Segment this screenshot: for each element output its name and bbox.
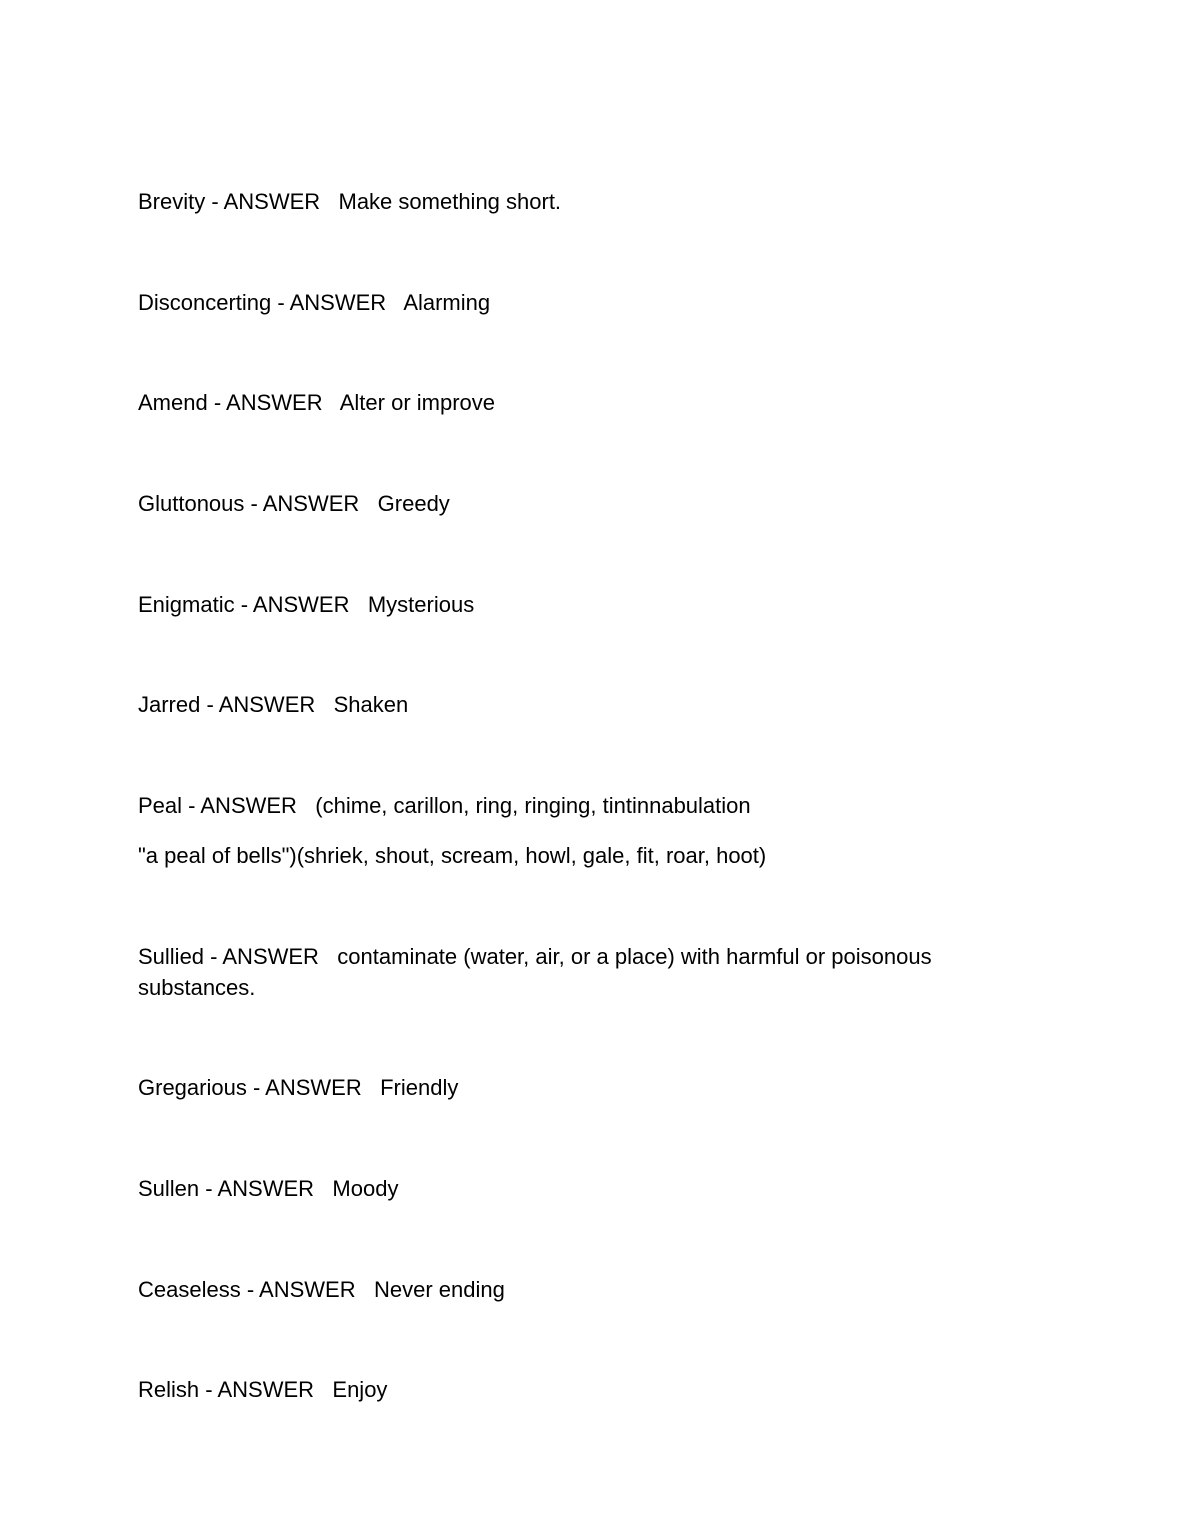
entry-amend: [138, 387, 1018, 418]
term: Ceaseless: [138, 1277, 241, 1302]
entry-gregarious: [138, 1072, 1018, 1103]
answer-marker: - ANSWER: [199, 1377, 333, 1402]
answer-marker: - ANSWER: [240, 1277, 374, 1302]
answer-marker: - ANSWER: [205, 189, 339, 214]
term: Amend: [138, 390, 208, 415]
term: Gregarious: [138, 1075, 247, 1100]
term: Sullen: [138, 1176, 200, 1201]
definition: Greedy: [377, 491, 450, 516]
definition: Shaken: [333, 692, 409, 717]
definition: Moody: [332, 1176, 399, 1201]
answer-marker: - ANSWER: [234, 592, 368, 617]
definition: Friendly: [380, 1075, 459, 1100]
entry-peal-continuation: "a peal of bells")(shriek, shout, scream, howl, gale, fit, roar, hoot): [138, 843, 767, 868]
term: Sullied: [138, 944, 205, 969]
definition: Alter or improve: [339, 390, 496, 415]
answer-marker: - ANSWER: [182, 793, 316, 818]
definition: Make something short.: [338, 189, 562, 214]
answer-marker: - ANSWER: [204, 944, 338, 969]
term: Disconcerting: [138, 290, 272, 315]
answer-marker: - ANSWER: [271, 290, 404, 315]
term: Peal: [138, 793, 183, 818]
definition: Mysterious: [367, 592, 475, 617]
entry-brevity: [138, 186, 1018, 217]
term: Enigmatic: [138, 592, 235, 617]
entry-relish: [138, 1374, 1018, 1405]
definition: contaminate (water, air, or a place) with harmful or poisonous substances.: [138, 944, 938, 1000]
definition: Alarming: [403, 290, 491, 315]
entry-disconcerting: [138, 287, 1018, 318]
entry-gluttonous: [138, 488, 1018, 519]
entry-sullen: [138, 1173, 1018, 1204]
entry-jarred: [138, 689, 1018, 720]
term: Relish: [138, 1377, 200, 1402]
answer-marker: - ANSWER: [246, 1075, 381, 1100]
answer-marker: - ANSWER: [199, 1176, 333, 1201]
term: Jarred: [138, 692, 201, 717]
term: Brevity: [138, 189, 206, 214]
definition: Enjoy: [332, 1377, 388, 1402]
entry-peal: [138, 790, 1018, 821]
definition: (chime, carillon, ring, ringing, tintinnabulation: [315, 793, 751, 818]
entry-enigmatic: [138, 589, 1018, 620]
definition: Never ending: [373, 1277, 505, 1302]
answer-marker: - ANSWER: [200, 692, 334, 717]
entry-sullied: [138, 941, 1018, 1003]
answer-marker: - ANSWER: [244, 491, 378, 516]
answer-marker: - ANSWER: [207, 390, 340, 415]
entry-ceaseless: [138, 1274, 1018, 1305]
term: Gluttonous: [138, 491, 245, 516]
